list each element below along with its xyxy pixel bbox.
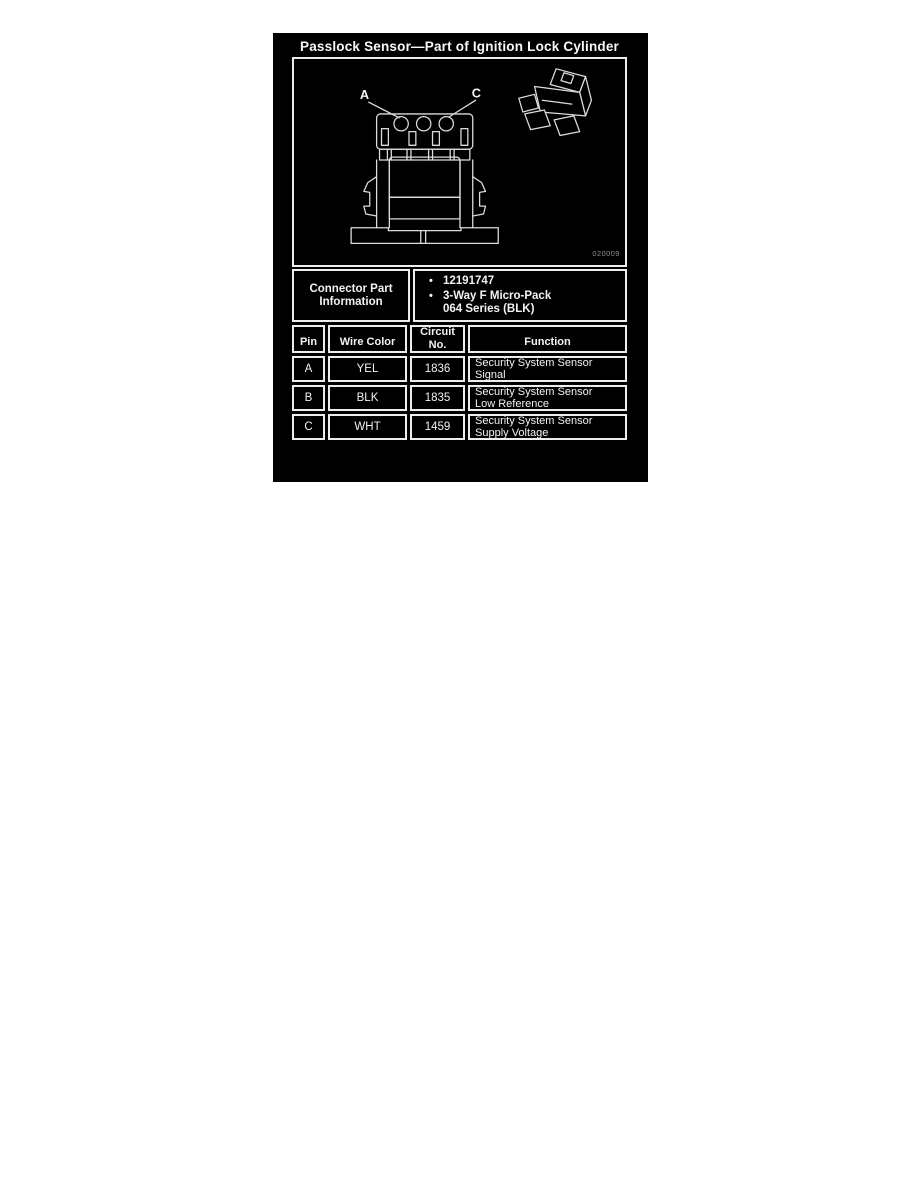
- pin-cell: A: [292, 356, 325, 382]
- connector-info-header: Connector Part Information: [292, 269, 410, 322]
- leader-line-a: [369, 102, 399, 118]
- passlock-sensor-panel: [273, 33, 648, 482]
- part-number: 12191747: [443, 275, 495, 287]
- circuit-no-cell: 1836: [410, 356, 465, 382]
- connector-info-table: [292, 269, 627, 322]
- connector-header-outline: [377, 114, 473, 149]
- iso-foot-right: [554, 116, 580, 136]
- pin-cell: C: [292, 414, 325, 440]
- function-line2: Signal: [475, 369, 506, 381]
- pin-c-label: C: [471, 85, 481, 101]
- pin-table: [292, 325, 627, 440]
- right-wing: [473, 177, 486, 216]
- function-cell: [468, 414, 627, 440]
- terminal-b-circle: [417, 117, 431, 131]
- header-function: Function: [468, 325, 627, 353]
- connector-type-line1: 3-Way F Micro-Pack: [443, 290, 552, 302]
- connector-isometric-view: [519, 69, 592, 136]
- function-cell: [468, 385, 627, 411]
- connector-figure-box: [292, 57, 627, 267]
- terminal-c-circle: [439, 117, 453, 131]
- wire-color-cell: BLK: [328, 385, 407, 411]
- hatch-ticks: [387, 149, 454, 160]
- function-line1: Security System Sensor: [475, 385, 593, 398]
- function-cell: [468, 356, 627, 382]
- function-line2: Supply Voltage: [475, 427, 549, 439]
- circuit-no-cell: 1835: [410, 385, 465, 411]
- panel-title: Passlock Sensor—Part of Ignition Lock Cylinder: [299, 39, 620, 54]
- hatch-band: [380, 149, 470, 160]
- connector-type-line2: 064 Series (BLK): [443, 303, 535, 315]
- slot-4: [461, 129, 468, 146]
- connector-type: [443, 290, 551, 316]
- bullet-icon: •: [429, 290, 433, 302]
- left-wing: [364, 177, 377, 216]
- circuit-no-cell: 1459: [410, 414, 465, 440]
- body-upper-rect: [389, 157, 460, 197]
- function-line1: Security System Sensor: [475, 414, 593, 427]
- slot-1: [382, 129, 389, 146]
- wire-color-cell: WHT: [328, 414, 407, 440]
- body-lower-rect: [389, 197, 460, 219]
- pin-a-label: A: [359, 87, 370, 103]
- part-number-item: [429, 275, 494, 288]
- connector-diagram: [294, 59, 625, 265]
- connector-type-item: [429, 290, 551, 316]
- header-circuit-no: Circuit No.: [410, 325, 465, 353]
- figure-code: 020009: [592, 249, 620, 259]
- iso-left-lug: [519, 94, 539, 112]
- function-line2: Low Reference: [475, 398, 549, 410]
- header-pin: Pin: [292, 325, 325, 353]
- panel-content: [292, 39, 627, 440]
- bullet-icon: •: [429, 275, 433, 287]
- wire-color-cell: YEL: [328, 356, 407, 382]
- base-flange: [351, 228, 498, 244]
- function-line1: Security System Sensor: [475, 356, 593, 369]
- slot-3: [433, 132, 440, 146]
- header-wire-color: Wire Color: [328, 325, 407, 353]
- slot-2: [409, 132, 416, 146]
- connector-info-values: [413, 269, 627, 322]
- connector-front-view: [351, 114, 498, 243]
- terminal-a-circle: [394, 117, 408, 131]
- pin-cell: B: [292, 385, 325, 411]
